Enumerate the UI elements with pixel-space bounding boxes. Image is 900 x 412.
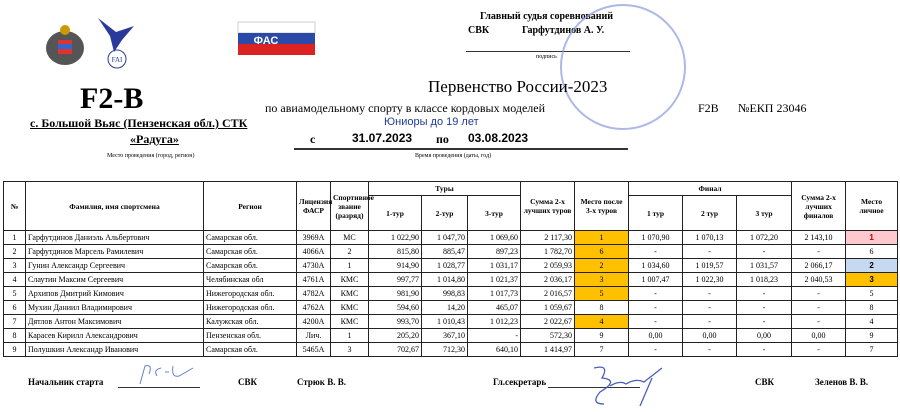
cell-tour3: 1 069,60 <box>468 231 521 245</box>
fas-logo <box>238 22 315 55</box>
table-row <box>4 343 898 357</box>
cell-num: 2 <box>4 245 26 259</box>
cell-final1: - <box>629 301 683 315</box>
table-row <box>4 287 898 301</box>
cell-final-sum: - <box>792 315 846 329</box>
cell-final1: - <box>629 245 683 259</box>
table-row <box>4 301 898 315</box>
cell-tour3: 640,10 <box>468 343 521 357</box>
cell-rank: КМС <box>331 273 369 287</box>
cell-num: 7 <box>4 315 26 329</box>
venue-caption: Место проведения (город, регион) <box>107 153 195 159</box>
cell-license: 4200А <box>297 315 331 329</box>
table-row <box>4 259 898 273</box>
cell-sum: 2 022,67 <box>521 315 575 329</box>
venue-line1: с. Большой Вьяс (Пензенская обл.) СТК <box>30 116 248 130</box>
table-row <box>4 273 898 287</box>
header-t2: 2-тур <box>422 196 468 231</box>
cell-final2: 1 070,13 <box>683 231 737 245</box>
cell-place: 6 <box>846 245 898 259</box>
cell-final2: 1 022,30 <box>683 273 737 287</box>
cell-place-after-3: 5 <box>575 287 629 301</box>
cell-tour1: 997,77 <box>369 273 422 287</box>
cell-place: 3 <box>846 273 898 287</box>
cell-rank: КМС <box>331 287 369 301</box>
cell-final-sum: 2 040,53 <box>792 273 846 287</box>
cell-num: 8 <box>4 329 26 343</box>
cell-place-after-3: 6 <box>575 245 629 259</box>
cell-final1: - <box>629 343 683 357</box>
cell-license: 3969А <box>297 231 331 245</box>
secretary-name: Зеленов В. В. <box>815 377 869 387</box>
cell-name: Мухин Даниил Владимирович <box>26 301 204 315</box>
cell-final3: 1 031,57 <box>737 259 792 273</box>
cell-num: 1 <box>4 231 26 245</box>
event-class: F2B <box>698 101 719 115</box>
table-row <box>4 329 898 343</box>
cell-license: 4782А <box>297 287 331 301</box>
header-place3: Место после 3-х туров <box>575 182 629 231</box>
cell-final1: - <box>629 315 683 329</box>
cell-rank: КМС <box>331 315 369 329</box>
header-num: № <box>4 182 26 231</box>
cell-final2: - <box>683 287 737 301</box>
cell-rank: 1 <box>331 329 369 343</box>
table-row <box>4 231 898 245</box>
cell-final2: - <box>683 301 737 315</box>
secretary-label: Гл.секретарь <box>493 377 547 387</box>
table-row <box>4 315 898 329</box>
cell-final-sum: 2 143,10 <box>792 231 846 245</box>
header-tours: Туры <box>369 182 521 196</box>
start-name: Стрюк В. В. <box>297 377 346 387</box>
cell-final3: 0,00 <box>737 329 792 343</box>
cell-place: 9 <box>846 329 898 343</box>
cell-rank: КМС <box>331 301 369 315</box>
cell-name: Гарфутдинов Марсель Рамилевич <box>26 245 204 259</box>
header-name: Фамилия, имя спортсмена <box>26 182 204 231</box>
cell-final3: - <box>737 343 792 357</box>
cell-tour3: 465,07 <box>468 301 521 315</box>
cell-sum: 1 782,70 <box>521 245 575 259</box>
header-f2: 2 тур <box>683 196 737 231</box>
event-title: Первенство России-2023 <box>428 77 608 96</box>
cell-tour3: 1 017,73 <box>468 287 521 301</box>
cell-place-after-3: 3 <box>575 273 629 287</box>
header-f1: 1 тур <box>629 196 683 231</box>
cell-license: 4762А <box>297 301 331 315</box>
cell-rank: 3 <box>331 343 369 357</box>
event-category: Юниоры до 19 лет <box>384 116 479 128</box>
cell-place: 8 <box>846 301 898 315</box>
cell-license: 4761А <box>297 273 331 287</box>
cell-tour3: 1 031,17 <box>468 259 521 273</box>
header-rank: Спортивное звание (разряд) <box>331 182 369 231</box>
cell-name: Архипов Дмитрий Кимович <box>26 287 204 301</box>
judge-title: Главный судья соревнований <box>480 11 614 22</box>
cell-place: 2 <box>846 259 898 273</box>
cell-final-sum: 2 066,17 <box>792 259 846 273</box>
dates-from-label: с <box>310 132 316 146</box>
dates-caption: Время проведения (даты, год) <box>415 153 492 159</box>
table-row <box>4 245 898 259</box>
cell-tour1: 594,60 <box>369 301 422 315</box>
svg-text:FAI: FAI <box>111 56 123 64</box>
cell-tour1: 815,80 <box>369 245 422 259</box>
cell-region: Нижегородская обл. <box>204 301 297 315</box>
cell-place: 4 <box>846 315 898 329</box>
cell-sum: 2 117,30 <box>521 231 575 245</box>
cell-sum: 2 059,93 <box>521 259 575 273</box>
venue-line2: «Радуга» <box>130 132 179 146</box>
cell-place-after-3: 1 <box>575 231 629 245</box>
event-subtitle: по авиамодельному спорту в классе кордовых моделей <box>265 101 546 115</box>
cell-tour3: 1 021,37 <box>468 273 521 287</box>
judge-rank: СВК <box>468 25 490 36</box>
cell-tour2: 1 047,70 <box>422 231 468 245</box>
cell-final3: - <box>737 245 792 259</box>
cell-sum: 572,30 <box>521 329 575 343</box>
cell-tour2: 712,30 <box>422 343 468 357</box>
cell-name: Дятлов Антон Максимович <box>26 315 204 329</box>
cell-tour1: 1 022,90 <box>369 231 422 245</box>
cell-final1: 0,00 <box>629 329 683 343</box>
cell-place-after-3: 8 <box>575 301 629 315</box>
cell-final-sum: 0,00 <box>792 329 846 343</box>
cell-license: 4066А <box>297 245 331 259</box>
cell-region: Самарская обл. <box>204 343 297 357</box>
cell-final-sum: - <box>792 287 846 301</box>
cell-tour2: 998,83 <box>422 287 468 301</box>
cell-final-sum: - <box>792 245 846 259</box>
cell-place-after-3: 2 <box>575 259 629 273</box>
cell-num: 6 <box>4 301 26 315</box>
cell-name: Полушкин Александр Иванович <box>26 343 204 357</box>
cell-tour3: 897,23 <box>468 245 521 259</box>
cell-sum: 2 036,17 <box>521 273 575 287</box>
cell-tour3: - <box>468 329 521 343</box>
cell-region: Самарская обл. <box>204 259 297 273</box>
cell-tour2: 1 028,77 <box>422 259 468 273</box>
cell-region: Пензенская обл. <box>204 329 297 343</box>
cell-num: 4 <box>4 273 26 287</box>
header-fsum: Сумма 2-х лучших финалов <box>792 182 846 231</box>
cell-region: Калужская обл. <box>204 315 297 329</box>
cell-region: Нижегородская обл. <box>204 287 297 301</box>
cell-final2: - <box>683 343 737 357</box>
stamp <box>560 4 686 130</box>
cell-place-after-3: 9 <box>575 329 629 343</box>
cell-num: 9 <box>4 343 26 357</box>
start-label: Начальник старта <box>28 377 104 387</box>
cell-final3: - <box>737 287 792 301</box>
header-f3: 3 тур <box>737 196 792 231</box>
secretary-rank: СВК <box>755 377 775 387</box>
cell-sum: 1 414,97 <box>521 343 575 357</box>
cell-place-after-3: 7 <box>575 343 629 357</box>
cell-place: 1 <box>846 231 898 245</box>
cell-name: Слаутин Максим Сергеевич <box>26 273 204 287</box>
cell-final3: 1 072,20 <box>737 231 792 245</box>
results-table <box>3 181 898 357</box>
cell-final2: 0,00 <box>683 329 737 343</box>
cell-tour1: 914,90 <box>369 259 422 273</box>
cell-final1: 1 007,47 <box>629 273 683 287</box>
cell-region: Самарская обл. <box>204 245 297 259</box>
cell-place-after-3: 4 <box>575 315 629 329</box>
cell-final3: 1 018,23 <box>737 273 792 287</box>
event-ekp: №ЕКП 23046 <box>738 101 807 115</box>
cell-sum: 1 059,67 <box>521 301 575 315</box>
cell-name: Гарфутдинов Даниэль Альбертович <box>26 231 204 245</box>
cell-tour3: 1 012,23 <box>468 315 521 329</box>
cell-final3: - <box>737 301 792 315</box>
fai-logo <box>96 12 136 68</box>
secretary-signature <box>580 362 670 412</box>
header-t1: 1-тур <box>369 196 422 231</box>
cell-region: Челябинская обл <box>204 273 297 287</box>
cell-final2: - <box>683 315 737 329</box>
cell-tour1: 993,70 <box>369 315 422 329</box>
header-region: Регион <box>204 182 297 231</box>
dates-to: 03.08.2023 <box>468 131 529 145</box>
cell-final2: - <box>683 245 737 259</box>
cell-name: Карасев Кирилл Александрович <box>26 329 204 343</box>
cell-tour2: 367,10 <box>422 329 468 343</box>
cell-tour2: 1 010,43 <box>422 315 468 329</box>
class-code: F2-B <box>80 82 144 115</box>
cell-final1: 1 070,90 <box>629 231 683 245</box>
cell-license: Лич. <box>297 329 331 343</box>
cell-tour2: 14,20 <box>422 301 468 315</box>
header-place: Место личное <box>846 182 898 231</box>
cell-tour2: 885,47 <box>422 245 468 259</box>
cell-name: Гунин Александр Сергеевич <box>26 259 204 273</box>
cell-final-sum: - <box>792 343 846 357</box>
cell-final-sum: - <box>792 301 846 315</box>
header-t3: 3-тур <box>468 196 521 231</box>
cell-final1: - <box>629 287 683 301</box>
start-rank: СВК <box>238 377 258 387</box>
cell-region: Самарская обл. <box>204 231 297 245</box>
header-license: Лицензия ФАСР <box>297 182 331 231</box>
cell-place: 7 <box>846 343 898 357</box>
cell-tour1: 205,20 <box>369 329 422 343</box>
cell-rank: 1 <box>331 259 369 273</box>
cell-rank: МС <box>331 231 369 245</box>
judge-sign-caption: подпись <box>536 54 557 60</box>
svg-text:ФАС: ФАС <box>253 35 279 47</box>
cell-final1: 1 034,60 <box>629 259 683 273</box>
dates-to-label: по <box>436 132 449 146</box>
header-final: Финал <box>629 182 792 196</box>
cell-sum: 2 016,57 <box>521 287 575 301</box>
cell-tour1: 702,67 <box>369 343 422 357</box>
cell-num: 3 <box>4 259 26 273</box>
cell-num: 5 <box>4 287 26 301</box>
cell-license: 4730А <box>297 259 331 273</box>
russia-emblem-logo <box>44 22 86 68</box>
cell-final3: - <box>737 315 792 329</box>
dates-from: 31.07.2023 <box>352 131 413 145</box>
cell-license: 5465А <box>297 343 331 357</box>
cell-tour2: 1 014,80 <box>422 273 468 287</box>
cell-rank: 2 <box>331 245 369 259</box>
start-signature <box>135 362 195 393</box>
cell-place: 5 <box>846 287 898 301</box>
header-sum: Сумма 2-х лучших туров <box>521 182 575 231</box>
cell-final2: 1 019,57 <box>683 259 737 273</box>
judge-name: Гарфутдинов А. У. <box>522 25 605 36</box>
cell-tour1: 981,90 <box>369 287 422 301</box>
